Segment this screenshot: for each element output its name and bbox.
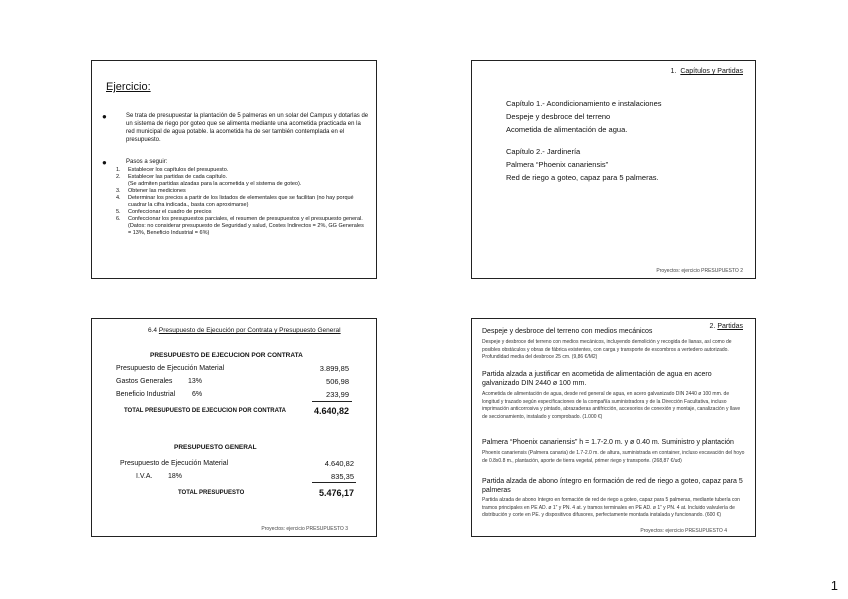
chapter-line: Despeje y desbroce del terreno (506, 112, 611, 121)
budget-row-label: I.V.A. (136, 473, 153, 480)
slide1-title: Ejercicio: (106, 81, 151, 93)
budget-row-pct: 18% (168, 473, 183, 480)
step-item: 2. Establecer las partidas de cada capítulo. (116, 174, 228, 180)
chapter-line: Capítulo 2.- Jardinería (506, 147, 581, 156)
budget-row-label: Presupuesto de Ejecución Material (116, 365, 225, 372)
slide-budget (91, 318, 377, 537)
slide-footer: Proyectos: ejercicio PRESUPUESTO 3 (261, 526, 348, 532)
budget-row-pct: 13% (188, 378, 203, 385)
budget-row-label: Gastos Generales (116, 378, 173, 385)
section-title: PRESUPUESTO GENERAL (174, 444, 257, 451)
step-item: 4. Determinar los precios a partir de los listados de elementales que se facilitan (no hay porqué cuadrar la cifra indicada., basta con aproximarse) (116, 195, 354, 208)
total-label: TOTAL PRESUPUESTO (178, 490, 245, 496)
step-item: 3. Obtener las mediciones (116, 188, 186, 194)
slide2-header: 1. Capítulos y Partidas (670, 68, 743, 75)
item-description: Partida alzada de abono íntegro en formación de red de riego a goteo, capaz para 5 palmeras, mediante tubería con tramos principales en PE AD. ø 1” y PN. 4 at. y tramos terminales en PE AD. ø 1” y PN. 4 at. Incluido valvulería de distribución y corte en PE. y dispositivos difusores, perfectamente montada instalada y funcionando. (600 €) (482, 497, 740, 518)
step-item: 5. Confeccionar el cuadro de precios (116, 209, 212, 215)
budget-row-label: Presupuesto de Ejecución Material (120, 460, 229, 467)
budget-row-value: 835,35 (331, 472, 354, 481)
budget-row-pct: 6% (192, 391, 203, 398)
total-label: TOTAL PRESUPUESTO DE EJECUCION POR CONTRATA (124, 408, 287, 414)
item-heading: Partida alzada a justificar en acometida de alimentación de agua en acero galvanizado DIN 2440 ø 100 mm. (482, 371, 712, 387)
bullet-icon: ● (102, 158, 107, 167)
budget-row-label: Beneficio Industrial (116, 391, 176, 398)
steps-heading: Pasos a seguir: (126, 159, 168, 165)
sum-line (312, 482, 356, 483)
bullet-icon: ● (102, 112, 107, 121)
chapter-line: Acometida de alimentación de agua. (506, 125, 628, 134)
slide-exercise (91, 60, 377, 279)
slide-chapters (471, 60, 756, 279)
item-description: Phoenix canariensis (Palmera canaria) de 1.7-2.0 m. de altura, suministrada en container, incluso excavación del hoyo de 0.8x0.8 m., plantación, aporte de tierra vegetal, primer riego y transporte. (268,87 €/ud) (482, 450, 745, 464)
steps-list (116, 167, 366, 237)
slide-footer: Proyectos: ejercicio PRESUPUESTO 4 (640, 528, 727, 534)
step-item: 1. Establecer los capítulos del presupuesto. (116, 167, 229, 173)
chapter-line: Capítulo 1.- Acondicionamiento e instalaciones (506, 99, 662, 108)
budget-row-value: 3.899,85 (319, 364, 349, 373)
step-note: (Datos: no considerar presupuesto de Seguridad y salud, Costes Indirectos = 2%, GG Generales = 13%, Beneficio Industrial = 6%) (128, 223, 364, 236)
slide-items (471, 318, 756, 537)
slide-footer: Proyectos: ejercicio PRESUPUESTO 2 (656, 268, 743, 274)
item-heading: Palmera “Phoenix canariensis” h = 1.7-2.0 m. y ø 0.40 m. Suministro y plantación (482, 439, 734, 446)
item-heading: Partida alzada de abono íntegro en formación de red de riego a goteo, capaz para 5 palmeras (482, 478, 743, 494)
item-description: Despeje y desbroce del terreno con medios mecánicos, incluyendo demolición y recogida de lianas, así como de posibles obstáculos y obras de fábrica existentes, con carga y transporte de escombros a vertedero autorizado. Profundidad media del desbroce 25 cm. (9,86 €/M2) (482, 339, 732, 360)
chapter-line: Red de riego a goteo, capaz para 5 palmeras. (506, 173, 659, 182)
step-note: (Se admiten partidas alzadas para la acometida y el sistema de goteo). (128, 181, 302, 187)
slide1-intro: Se trata de presupuestar la plantación de 5 palmeras en un solar del Campus y dotarlas de un sistema de riego por goteo que se alimenta mediante una acometida practicada en la red municipal de agua potable. la acometida ha de ser también contemplada en el presupuesto. (126, 113, 369, 143)
item-heading: Despeje y desbroce del terreno con medios mecánicos (482, 328, 653, 335)
budget-row-value: 4.640,82 (324, 459, 354, 468)
page-number: 1 (830, 578, 838, 593)
budget-row-value: 506,98 (326, 377, 349, 386)
chapter-line: Palmera “Phoenix canariensis” (506, 160, 609, 169)
sum-line (312, 401, 352, 402)
total-value: 4.640,82 (313, 406, 349, 416)
item-description: Acometida de alimentación de agua, desde red general de agua, en acero galvanizado DIN 2440 ø 100 mm. de longitud y trazado según especificaciones de la compañía suministradora y de la Dirección Facultativa, incluso imprimación anticorrosiva y pintado, abrazaderas antifricción, accesorios de conexión y montaje, canalización y llave de seccionamiento, instalado y comprobado. (1.000 €) (482, 391, 741, 420)
step-item: 6. Confeccionar los presupuestos parciales, el resumen de presupuestos y el presupuesto general. (116, 216, 363, 222)
slide4-header: 2. Partidas (709, 323, 743, 330)
section-title: PRESUPUESTO DE EJECUCION POR CONTRATA (150, 352, 303, 359)
total-value: 5.476,17 (318, 488, 354, 498)
slide3-header: 6.4 Presupuesto de Ejecución por Contrata y Presupuesto General (148, 327, 341, 334)
budget-row-value: 233,99 (326, 390, 349, 399)
